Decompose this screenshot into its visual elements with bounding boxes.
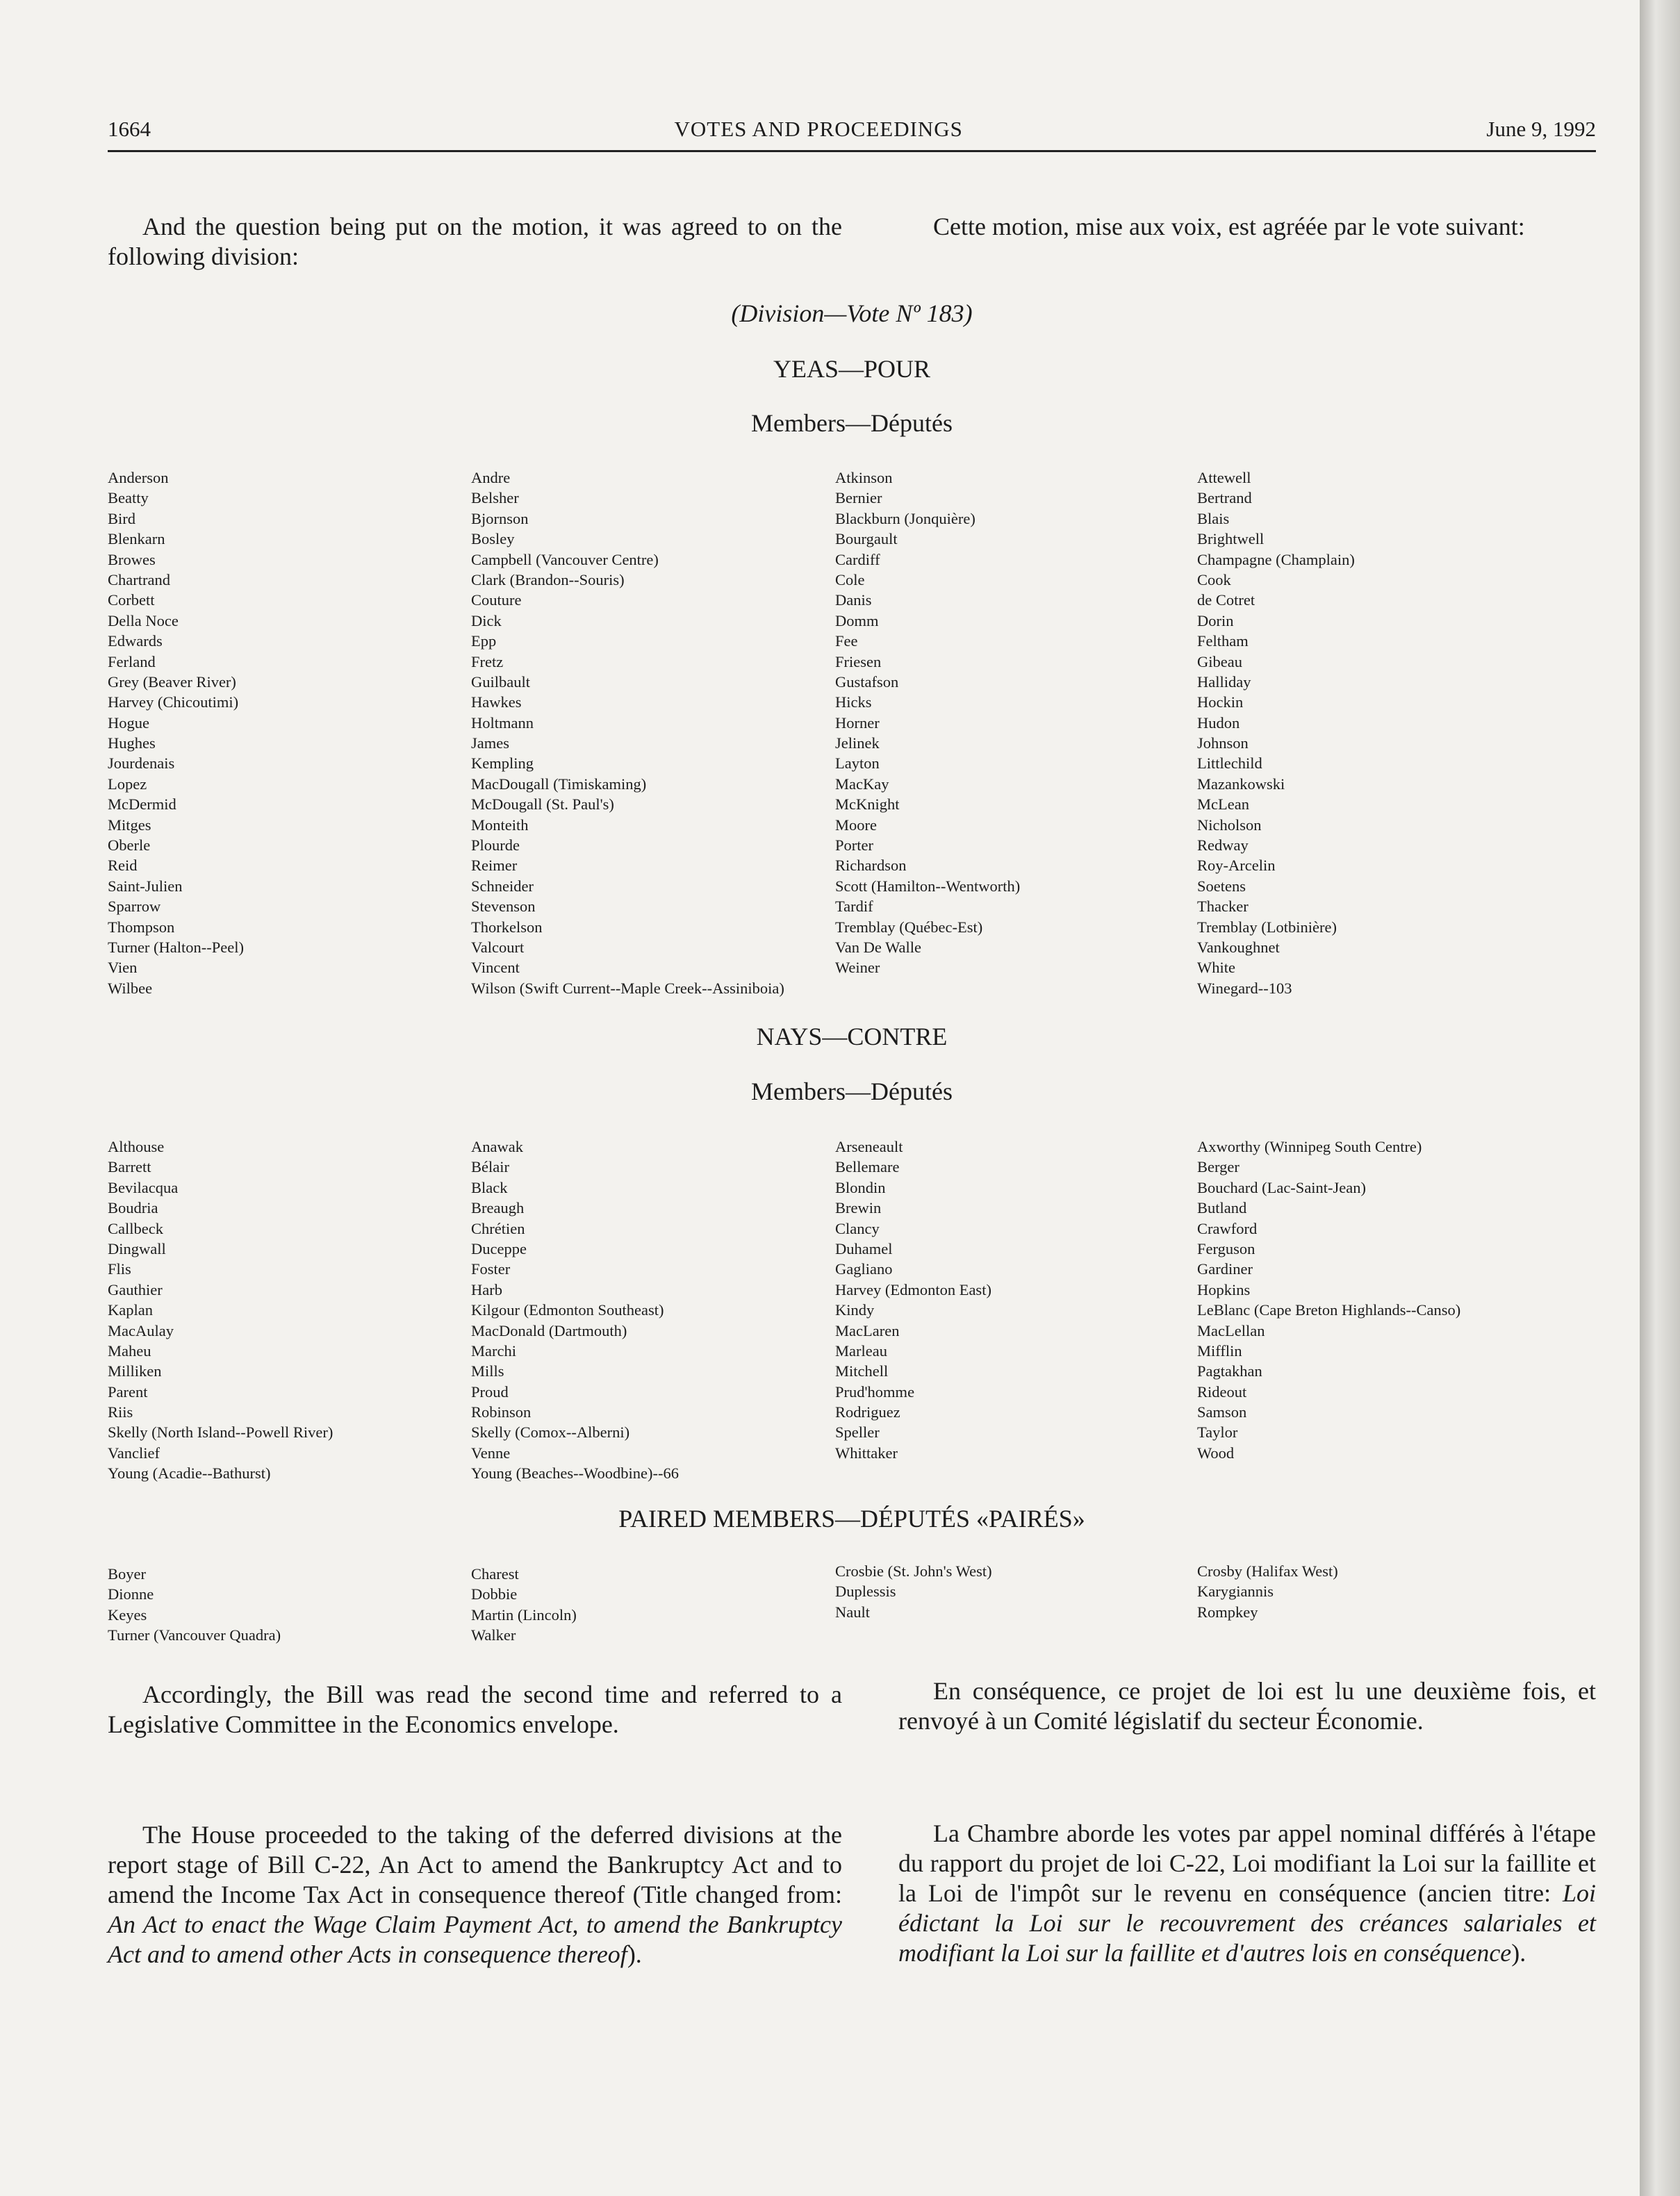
member-name: Winegard--103 <box>1197 979 1292 997</box>
member-name: Ferguson <box>1197 1239 1255 1257</box>
member-name: Chrétien <box>471 1219 525 1237</box>
deferred-french: La Chambre aborde les votes par appel nominal différés à l'étape du rapport du projet de loi C-22, Loi modifiant la Loi sur la faillite et la Loi de l'impôt sur le revenu en conséquence (ancien titre: Loi édictant la Loi sur le recouvrement des créances salariales et modifiant la Loi sur la faillite et d'autres lois en conséquence). <box>898 1819 1596 1967</box>
member-name: Proud <box>471 1382 509 1401</box>
member-name: Blais <box>1197 509 1230 527</box>
member-name: Kindy <box>835 1301 875 1319</box>
member-name: Hockin <box>1197 693 1244 711</box>
member-name: Roy-Arcelin <box>1197 857 1276 875</box>
paired-column-1 <box>108 1564 281 1646</box>
member-name: MacDonald (Dartmouth) <box>471 1321 627 1339</box>
nays-column-2 <box>471 1137 679 1484</box>
member-name: Mifflin <box>1197 1341 1242 1360</box>
member-name: Feltham <box>1197 632 1249 650</box>
member-name: Boyer <box>108 1565 146 1583</box>
member-name: Harb <box>471 1280 502 1298</box>
member-name: Schneider <box>471 877 534 895</box>
member-name: Rideout <box>1197 1382 1247 1401</box>
member-name: Attewell <box>1197 469 1251 486</box>
member-name: Parent <box>108 1382 148 1401</box>
member-name: Pagtakhan <box>1197 1362 1262 1380</box>
member-name: Cole <box>835 570 865 588</box>
member-name: Walker <box>471 1626 516 1644</box>
member-name: Epp <box>471 632 497 650</box>
member-name: Bellemare <box>835 1158 900 1176</box>
page-edge <box>1640 0 1680 2196</box>
member-name: Bird <box>108 509 136 527</box>
member-name: Venne <box>471 1444 511 1462</box>
member-name: Crosby (Halifax West) <box>1197 1562 1338 1580</box>
member-name: Barrett <box>108 1158 151 1176</box>
member-name: Soetens <box>1197 877 1246 895</box>
member-name: Fretz <box>471 652 504 670</box>
member-name: MacKay <box>835 775 889 793</box>
member-name: Whittaker <box>835 1444 898 1462</box>
member-name: Hogue <box>108 713 149 732</box>
member-name: Tardif <box>835 898 873 916</box>
member-name: White <box>1197 959 1235 977</box>
member-name: Jourdenais <box>108 754 175 773</box>
member-name: Andre <box>471 469 511 486</box>
member-name: McKnight <box>835 795 900 814</box>
member-name: Turner (Vancouver Quadra) <box>108 1626 281 1644</box>
intro-english: And the question being put on the motion, it was agreed to on the following division: <box>108 213 842 270</box>
member-name: Belsher <box>471 489 519 507</box>
member-name: Berger <box>1197 1158 1240 1176</box>
member-name: Maheu <box>108 1341 151 1360</box>
member-name: Prud'homme <box>835 1382 915 1401</box>
member-name: Crawford <box>1197 1219 1258 1237</box>
member-name: Horner <box>835 713 880 732</box>
member-name: Corbett <box>108 591 155 609</box>
member-name: Callbeck <box>108 1219 163 1237</box>
member-name: Clancy <box>835 1219 880 1237</box>
member-name: Karygiannis <box>1197 1583 1274 1601</box>
member-name: Gibeau <box>1197 652 1242 670</box>
member-name: Anderson <box>108 469 169 486</box>
member-name: Blondin <box>835 1178 886 1196</box>
member-name: Hughes <box>108 734 156 752</box>
yeas-column-1 <box>108 468 244 998</box>
member-name: Thorkelson <box>471 918 543 936</box>
member-name: Scott (Hamilton--Wentworth) <box>835 877 1021 895</box>
member-name: Martin (Lincoln) <box>471 1605 577 1624</box>
member-name: Jelinek <box>835 734 880 752</box>
member-name: Crosbie (St. John's West) <box>835 1562 992 1580</box>
yeas-subheading: Members—Députés <box>751 409 953 437</box>
member-name: Dorin <box>1197 611 1234 629</box>
member-name: Keyes <box>108 1605 147 1624</box>
member-name: Turner (Halton--Peel) <box>108 938 244 956</box>
member-name: Rompkey <box>1197 1603 1258 1621</box>
member-name: Vanclief <box>108 1444 160 1462</box>
member-name: Johnson <box>1197 734 1249 752</box>
member-name: Blackburn (Jonquière) <box>835 509 975 527</box>
member-name: Holtmann <box>471 713 534 732</box>
member-name: Hawkes <box>471 693 522 711</box>
paired-column-4 <box>1197 1561 1338 1622</box>
member-name: Campbell (Vancouver Centre) <box>471 550 659 568</box>
member-name: Wilbee <box>108 979 153 997</box>
paired-column-3 <box>835 1561 992 1622</box>
member-name: Tremblay (Lotbinière) <box>1197 918 1337 936</box>
accordingly-english: Accordingly, the Bill was read the second time and referred to a Legislative Committee in the Economics envelope. <box>108 1681 842 1738</box>
member-name: Marleau <box>835 1341 887 1360</box>
member-name: Gustafson <box>835 672 899 691</box>
member-name: Halliday <box>1197 672 1251 691</box>
member-name: Kilgour (Edmonton Southeast) <box>471 1301 664 1319</box>
member-name: Brewin <box>835 1199 882 1217</box>
member-name: Bourgault <box>835 530 898 548</box>
member-name: LeBlanc (Cape Breton Highlands--Canso) <box>1197 1301 1461 1319</box>
member-name: Rodriguez <box>835 1403 900 1421</box>
member-name: Thacker <box>1197 898 1249 916</box>
member-name: Tremblay (Québec-Est) <box>835 918 983 936</box>
member-name: Marchi <box>471 1341 516 1360</box>
member-name: Hudon <box>1197 713 1240 732</box>
member-name: Young (Beaches--Woodbine)--66 <box>471 1464 679 1483</box>
division-title: (Division—Vote Nº 183) <box>731 299 973 327</box>
member-name: Layton <box>835 754 880 773</box>
member-name: Arseneault <box>835 1138 903 1155</box>
nays-column-3 <box>835 1137 991 1463</box>
member-name: Bernier <box>835 489 882 507</box>
member-name: Bjornson <box>471 509 529 527</box>
member-name: Anawak <box>471 1138 523 1155</box>
member-name: Porter <box>835 836 873 855</box>
member-name: MacLaren <box>835 1321 900 1339</box>
member-name: McDermid <box>108 795 176 814</box>
member-name: Vien <box>108 959 138 977</box>
member-name: Grey (Beaver River) <box>108 672 236 691</box>
member-name: Domm <box>835 611 879 629</box>
member-name: McLean <box>1197 795 1249 814</box>
member-name: Axworthy (Winnipeg South Centre) <box>1197 1138 1422 1155</box>
member-name: Della Noce <box>108 611 179 629</box>
member-name: Harvey (Chicoutimi) <box>108 693 239 711</box>
member-name: McDougall (St. Paul's) <box>471 795 614 814</box>
member-name: Flis <box>108 1260 131 1278</box>
page-header <box>108 117 1596 142</box>
page-date: June 9, 1992 <box>1486 117 1596 141</box>
member-name: Kaplan <box>108 1301 153 1319</box>
member-name: Dingwall <box>108 1239 166 1257</box>
member-name: Butland <box>1197 1199 1247 1217</box>
member-name: MacLellan <box>1197 1321 1265 1339</box>
member-name: Moore <box>835 816 877 834</box>
member-name: Redway <box>1197 836 1249 855</box>
member-name: Althouse <box>108 1138 165 1155</box>
member-name: Blenkarn <box>108 530 165 548</box>
paired-heading: PAIRED MEMBERS—DÉPUTÉS «PAIRÉS» <box>618 1505 1085 1533</box>
member-name: Bertrand <box>1197 489 1252 507</box>
member-name: James <box>471 734 509 752</box>
nays-column-1 <box>108 1137 333 1484</box>
member-name: Mazankowski <box>1197 775 1285 793</box>
member-name: Dionne <box>108 1585 154 1603</box>
member-name: Duhamel <box>835 1239 893 1257</box>
member-name: de Cotret <box>1197 591 1255 609</box>
paired-column-2 <box>471 1564 577 1646</box>
member-name: Richardson <box>835 857 907 875</box>
yeas-column-4 <box>1197 468 1355 998</box>
member-name: Nault <box>835 1603 870 1621</box>
yeas-column-3 <box>835 468 1020 978</box>
member-name: Lopez <box>108 775 147 793</box>
member-name: Weiner <box>835 959 880 977</box>
member-name: Nicholson <box>1197 816 1262 834</box>
nays-subheading: Members—Députés <box>751 1078 953 1105</box>
member-name: Bevilacqua <box>108 1178 179 1196</box>
member-name: Guilbault <box>471 672 530 691</box>
member-name: Dick <box>471 611 502 629</box>
member-name: Couture <box>471 591 522 609</box>
member-name: Wilson (Swift Current--Maple Creek--Assiniboia) <box>471 979 784 997</box>
member-name: Harvey (Edmonton East) <box>835 1280 991 1298</box>
page-number: 1664 <box>108 117 151 141</box>
member-name: Cardiff <box>835 550 880 568</box>
member-name: Van De Walle <box>835 938 921 956</box>
member-name: Young (Acadie--Bathurst) <box>108 1464 271 1483</box>
nays-column-4 <box>1197 1137 1460 1463</box>
member-name: Kempling <box>471 754 534 773</box>
member-name: Browes <box>108 550 156 568</box>
member-name: Bosley <box>471 530 515 548</box>
member-name: Mills <box>471 1362 504 1380</box>
member-name: Danis <box>835 591 872 609</box>
member-name: Ferland <box>108 652 156 670</box>
member-name: Cook <box>1197 570 1231 588</box>
member-name: Fee <box>835 632 858 650</box>
member-name: Stevenson <box>471 898 536 916</box>
member-name: Beatty <box>108 489 149 507</box>
member-name: Mitchell <box>835 1362 889 1380</box>
member-name: Chartrand <box>108 570 170 588</box>
running-title: VOTES AND PROCEEDINGS <box>674 117 963 141</box>
member-name: Champagne (Champlain) <box>1197 550 1355 568</box>
member-name: Valcourt <box>471 938 525 956</box>
member-name: Bélair <box>471 1158 509 1176</box>
member-name: Friesen <box>835 652 882 670</box>
member-name: Taylor <box>1197 1423 1238 1442</box>
member-name: Gagliano <box>835 1260 893 1278</box>
member-name: Oberle <box>108 836 151 855</box>
member-name: Wood <box>1197 1444 1235 1462</box>
intro-french: Cette motion, mise aux voix, est agréée par le vote suivant: <box>933 213 1525 240</box>
member-name: Atkinson <box>835 469 893 486</box>
member-name: Charest <box>471 1565 519 1583</box>
member-name: Vankoughnet <box>1197 938 1280 956</box>
member-name: Mitges <box>108 816 151 834</box>
member-name: Gauthier <box>108 1280 163 1298</box>
member-name: Skelly (North Island--Powell River) <box>108 1423 333 1442</box>
member-name: Monteith <box>471 816 529 834</box>
accordingly-french: En conséquence, ce projet de loi est lu une deuxième fois, et renvoyé à un Comité législatif du secteur Économie. <box>898 1677 1596 1735</box>
member-name: Riis <box>108 1403 133 1421</box>
member-name: MacAulay <box>108 1321 174 1339</box>
header-rule <box>108 150 1596 152</box>
member-name: Duceppe <box>471 1239 527 1257</box>
nays-heading: NAYS—CONTRE <box>756 1023 948 1050</box>
member-name: Boudria <box>108 1199 158 1217</box>
member-name: Hicks <box>835 693 872 711</box>
member-name: Plourde <box>471 836 520 855</box>
member-name: Brightwell <box>1197 530 1265 548</box>
member-name: Samson <box>1197 1403 1247 1421</box>
member-name: Reid <box>108 857 138 875</box>
member-name: Speller <box>835 1423 880 1442</box>
member-name: Saint-Julien <box>108 877 183 895</box>
member-name: Reimer <box>471 857 518 875</box>
member-name: Edwards <box>108 632 163 650</box>
member-name: Skelly (Comox--Alberni) <box>471 1423 630 1442</box>
member-name: Dobbie <box>471 1585 518 1603</box>
member-name: Vincent <box>471 959 520 977</box>
member-name: Duplessis <box>835 1583 896 1601</box>
member-name: Thompson <box>108 918 175 936</box>
member-name: Robinson <box>471 1403 532 1421</box>
yeas-heading: YEAS—POUR <box>773 355 931 383</box>
member-name: Gardiner <box>1197 1260 1253 1278</box>
member-name: Black <box>471 1178 508 1196</box>
deferred-english: The House proceeded to the taking of the deferred divisions at the report stage of Bill C-22, An Act to amend the Bankruptcy Act and to amend the Income Tax Act in consequence thereof (Title changed from: An Act to enact the Wage Claim Payment Act, to amend the Bankruptcy Act and to amend other Acts in consequence thereof). <box>108 1821 842 1968</box>
member-name: Milliken <box>108 1362 162 1380</box>
yeas-column-2 <box>471 468 784 998</box>
member-name: Bouchard (Lac-Saint-Jean) <box>1197 1178 1367 1196</box>
member-name: Clark (Brandon--Souris) <box>471 570 625 588</box>
member-name: Breaugh <box>471 1199 525 1217</box>
member-name: Hopkins <box>1197 1280 1251 1298</box>
member-name: Foster <box>471 1260 511 1278</box>
member-name: Sparrow <box>108 898 161 916</box>
member-name: MacDougall (Timiskaming) <box>471 775 647 793</box>
member-name: Littlechild <box>1197 754 1262 773</box>
